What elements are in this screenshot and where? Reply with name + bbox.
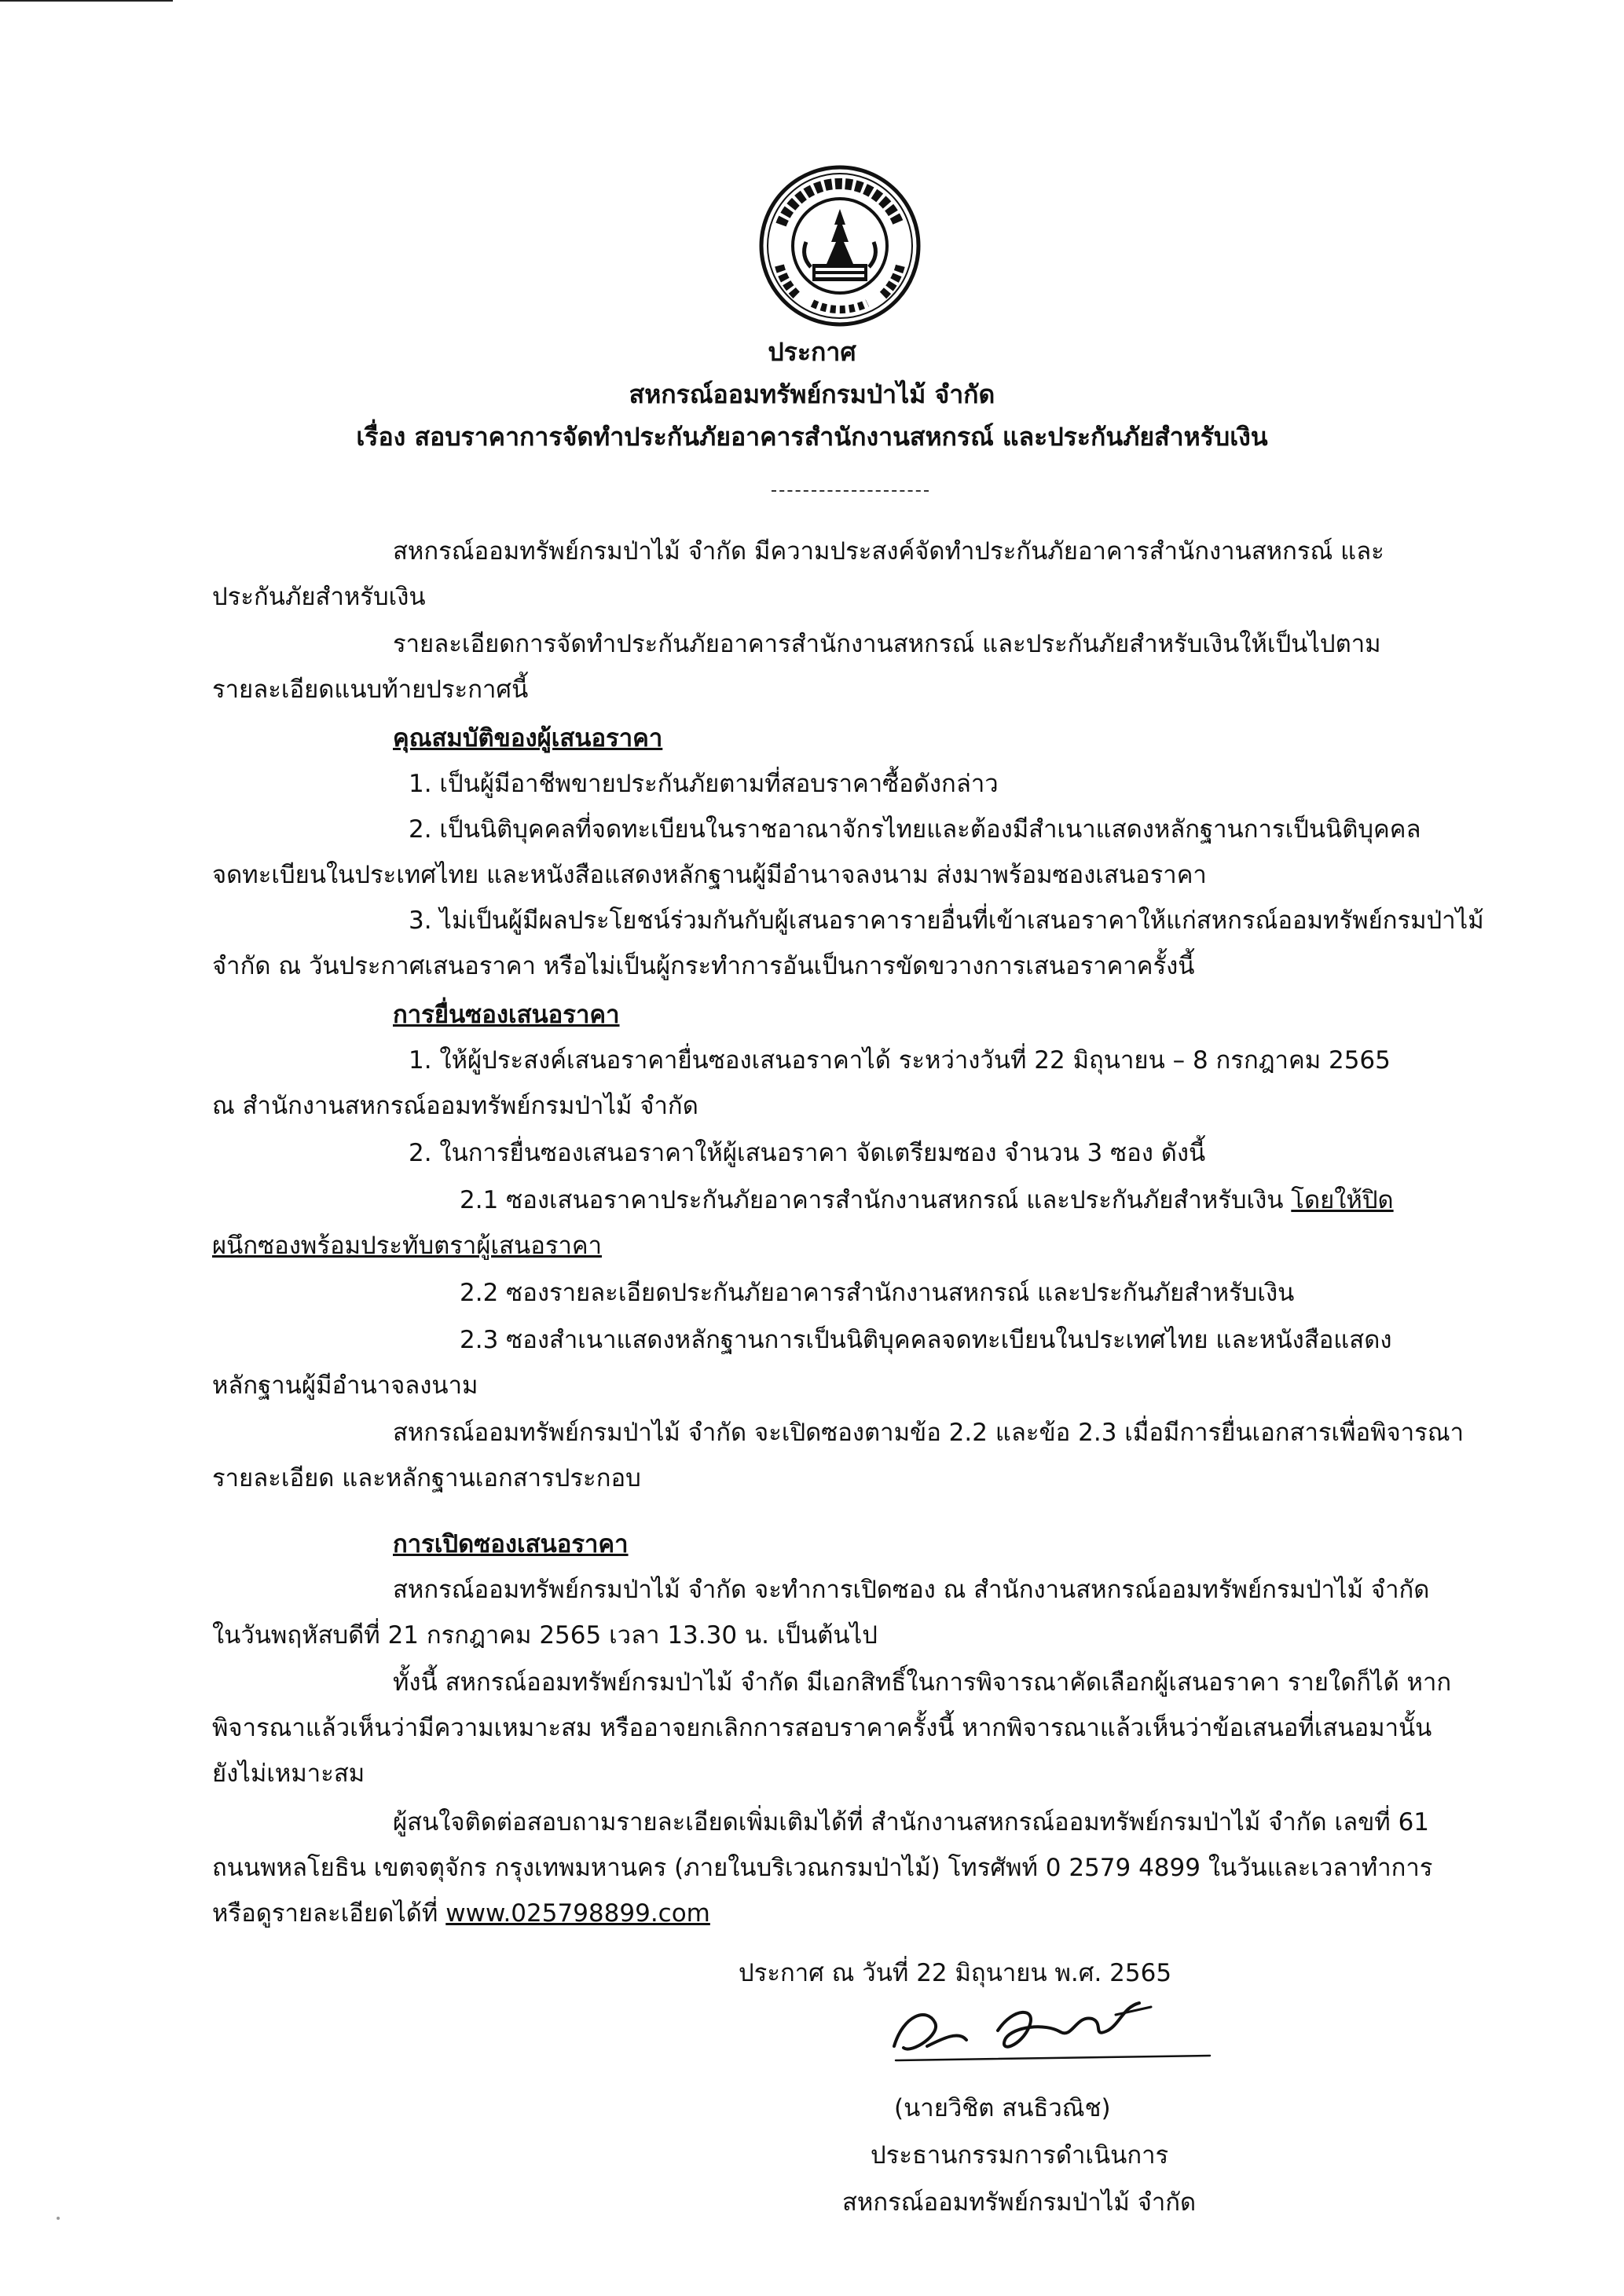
contact-website-prefix: หรือดูรายละเอียดได้ที่ [212, 1899, 438, 1928]
submission-subitem-2-3-line-2: หลักฐานผู้มีอำนาจลงนาม [212, 1371, 478, 1400]
submission-subitem-2-2: 2.2 ซองรายละเอียดประกันภัยอาคารสำนักงานสหกรณ์ และประกันภัยสำหรับเงิน [460, 1279, 1295, 1307]
signatory-name: (นายวิชิต สนธิวณิช) [894, 2094, 1111, 2122]
intro-paragraph-2-line-1: รายละเอียดการจัดทำประกันภัยอาคารสำนักงานสหกรณ์ และประกันภัยสำหรับเงินให้เป็นไปตาม [393, 630, 1381, 658]
contact-line-3 [212, 1898, 710, 1929]
opening-heading: การเปิดซองเสนอราคา [393, 1530, 629, 1558]
announcement-title: ประกาศ [768, 337, 856, 367]
subitem-2-1-underlined-text: โดยให้ปิด [1291, 1186, 1394, 1214]
submission-item-1-line-1: 1. ให้ผู้ประสงค์เสนอราคายื่นซองเสนอราคาได้ ระหว่างวันที่ 22 มิถุนายน – 8 กรกฎาคม 2565 [409, 1046, 1391, 1075]
contact-line-1: ผู้สนใจติดต่อสอบถามรายละเอียดเพิ่มเติมได้ที่ สำนักงานสหกรณ์ออมทรัพย์กรมป่าไม้ จำกัด เลขที่ 61 [393, 1808, 1430, 1836]
submission-subitem-2-3-line-1: 2.3 ซองสำเนาแสดงหลักฐานการเป็นนิติบุคคลจดทะเบียนในประเทศไทย และหนังสือแสดง [460, 1326, 1392, 1354]
organization-name: สหกรณ์ออมทรัพย์กรมป่าไม้ จำกัด [629, 379, 995, 409]
signatory-position: ประธานกรรมการดำเนินการ [871, 2141, 1169, 2170]
signatory-organization: สหกรณ์ออมทรัพย์กรมป่าไม้ จำกัด [842, 2188, 1197, 2217]
intro-paragraph-1-line-2: ประกันภัยสำหรับเงิน [212, 583, 426, 611]
opening-paragraph-1-line-1: สหกรณ์ออมทรัพย์กรมป่าไม้ จำกัด จะทำการเปิดซอง ณ สำนักงานสหกรณ์ออมทรัพย์กรมป่าไม้ จำกัด [393, 1576, 1430, 1604]
cooperative-seal-logo [757, 163, 922, 328]
intro-paragraph-1-line-1: สหกรณ์ออมทรัพย์กรมป่าไม้ จำกัด มีความประสงค์จัดทำประกันภัยอาคารสำนักงานสหกรณ์ และ [393, 537, 1384, 566]
qualification-item-1: 1. เป็นผู้มีอาชีพขายประกันภัยตามที่สอบราคาซื้อดังกล่าว [409, 770, 999, 798]
opening-paragraph-2-line-3: ยังไม่เหมาะสม [212, 1760, 365, 1788]
intro-paragraph-2-line-2: รายละเอียดแนบท้ายประกาศนี้ [212, 676, 529, 704]
scan-artifact-line [0, 0, 173, 2]
announcement-subject: เรื่อง สอบราคาการจัดทำประกันภัยอาคารสำนักงานสหกรณ์ และประกันภัยสำหรับเงิน [356, 422, 1268, 452]
submission-note-line-2: รายละเอียด และหลักฐานเอกสารประกอบ [212, 1464, 641, 1492]
submission-item-1-line-2: ณ สำนักงานสหกรณ์ออมทรัพย์กรมป่าไม้ จำกัด [212, 1092, 698, 1120]
opening-paragraph-1-line-2: ในวันพฤหัสบดีที่ 21 กรกฎาคม 2565 เวลา 13.30 น. เป็นต้นไป [212, 1621, 878, 1650]
qualification-item-2-line-1: 2. เป็นนิติบุคคลที่จดทะเบียนในราชอาณาจักรไทยและต้องมีสำเนาแสดงหลักฐานการเป็นนิติบุคคล [409, 815, 1421, 844]
submission-item-2: 2. ในการยื่นซองเสนอราคาให้ผู้เสนอราคา จัดเตรียมซอง จำนวน 3 ซอง ดังนี้ [409, 1139, 1206, 1167]
qualification-item-3-line-1: 3. ไม่เป็นผู้มีผลประโยชน์ร่วมกันกับผู้เสนอราคารายอื่นที่เข้าเสนอราคาให้แก่สหกรณ์ออมทรัพย์กรมป่าไม้ [409, 906, 1484, 935]
website-link[interactable]: www.025798899.com [445, 1899, 710, 1928]
scan-artifact-dot [57, 2217, 60, 2220]
qualification-item-2-line-2: จดทะเบียนในประเทศไทย และหนังสือแสดงหลักฐานผู้มีอำนาจลงนาม ส่งมาพร้อมซองเสนอราคา [212, 861, 1207, 889]
submission-note-line-1: สหกรณ์ออมทรัพย์กรมป่าไม้ จำกัด จะเปิดซองตามข้อ 2.2 และข้อ 2.3 เมื่อมีการยื่นเอกสารเพื่อพิจารณา [393, 1419, 1464, 1447]
submission-heading: การยื่นซองเสนอราคา [393, 1001, 620, 1029]
announcement-date: ประกาศ ณ วันที่ 22 มิถุนายน พ.ศ. 2565 [739, 1959, 1172, 1987]
submission-subitem-2-1-line-1 [460, 1185, 1394, 1216]
submission-subitem-2-1-line-2: ผนึกซองพร้อมประทับตราผู้เสนอราคา [212, 1232, 603, 1260]
handwritten-signature [880, 1983, 1226, 2070]
qualification-item-3-line-2: จำกัด ณ วันประกาศเสนอราคา หรือไม่เป็นผู้กระทำการอันเป็นการขัดขวางการเสนอราคาครั้งนี้ [212, 952, 1195, 980]
opening-paragraph-2-line-2: พิจารณาแล้วเห็นว่ามีความเหมาะสม หรืออาจยกเลิกการสอบราคาครั้งนี้ หากพิจารณาแล้วเห็นว่าข้อเสนอที่เสนอมานั้น [212, 1714, 1432, 1742]
opening-paragraph-2-line-1: ทั้งนี้ สหกรณ์ออมทรัพย์กรมป่าไม้ จำกัด มีเอกสิทธิ์ในการพิจารณาคัดเลือกผู้เสนอราคา รายใดก็ได้ หาก [393, 1668, 1452, 1697]
subitem-2-1-text: 2.1 ซองเสนอราคาประกันภัยอาคารสำนักงานสหกรณ์ และประกันภัยสำหรับเงิน [460, 1186, 1284, 1214]
contact-line-2: ถนนพหลโยธิน เขตจตุจักร กรุงเทพมหานคร (ภายในบริเวณกรมป่าไม้) โทรศัพท์ 0 2579 4899 ในวันและเวลาทำการ [212, 1854, 1433, 1882]
qualifications-heading: คุณสมบัติของผู้เสนอราคา [393, 724, 663, 753]
header-divider [772, 490, 929, 492]
